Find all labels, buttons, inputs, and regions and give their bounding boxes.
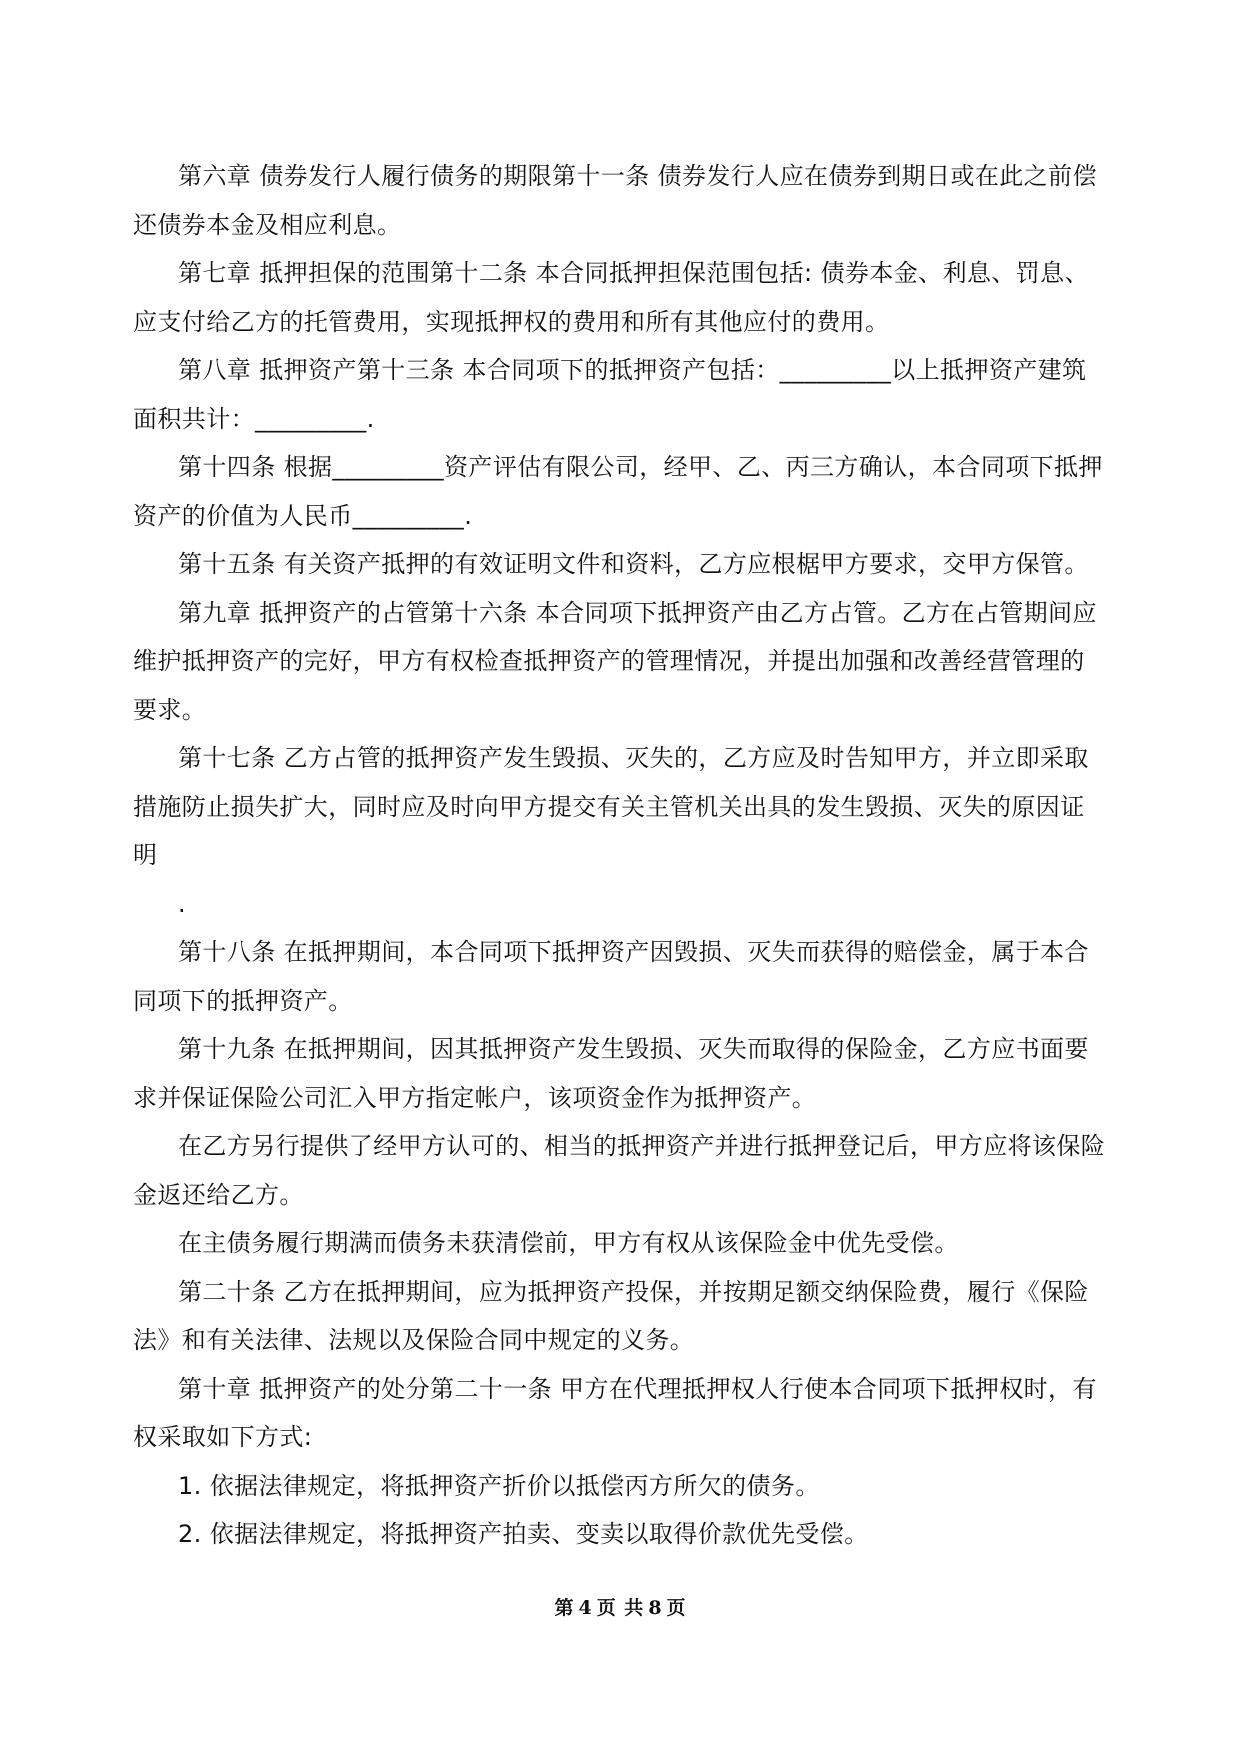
paragraph-period: . bbox=[178, 889, 186, 918]
paragraph-chapter-7: 第七章 抵押担保的范围第十二条 本合同抵押担保范围包括: 债券本金、利息、罚息、应支付给乙方的托管费用，实现抵押权的费用和所有其他应付的费用。 bbox=[133, 259, 1089, 336]
paragraph-chapter-10: 第十章 抵押资产的处分第二十一条 甲方在代理抵押权人行使本合同项下抵押权时，有权采取如下方式: bbox=[133, 1374, 1097, 1451]
footer-page-number: 4 bbox=[578, 1597, 593, 1619]
footer-prefix: 第 bbox=[554, 1597, 575, 1619]
paragraph-chapter-8: 第八章 抵押资产第十三条 本合同项下的抵押资产包括：_________以上抵押资产建筑面积共计：_________. bbox=[133, 356, 1087, 433]
page-footer bbox=[0, 1593, 1241, 1620]
paragraph-article-19: 第十九条 在抵押期间，因其抵押资产发生毁损、灭失而取得的保险金，乙方应书面要求并保证保险公司汇入甲方指定帐户，该项资金作为抵押资产。 bbox=[133, 1035, 1089, 1112]
paragraph-article-14: 第十四条 根据_________资产评估有限公司，经甲、乙、丙三方确认，本合同项下抵押资产的价值为人民币_________. bbox=[133, 453, 1103, 530]
footer-suffix: 页 bbox=[666, 1597, 687, 1619]
paragraph-article-15: 第十五条 有关资产抵押的有效证明文件和资料，乙方应根椐甲方要求，交甲方保管。 bbox=[178, 550, 1089, 578]
paragraph-chapter-9: 第九章 抵押资产的占管第十六条 本合同项下抵押资产由乙方占管。乙方在占管期间应维护抵押资产的完好，甲方有权检查抵押资产的管理情况，并提出加强和改善经营管理的要求。 bbox=[133, 598, 1097, 724]
paragraph-insurance-return: 在乙方另行提供了经甲方认可的、相当的抵押资产并进行抵押登记后，甲方应将该保险金返还给乙方。 bbox=[133, 1132, 1106, 1209]
paragraph-article-18: 第十八条 在抵押期间，本合同项下抵押资产因毁损、灭失而获得的赔偿金，属于本合同项下的抵押资产。 bbox=[133, 938, 1089, 1015]
paragraph-article-17: 第十七条 乙方占管的抵押资产发生毁损、灭失的，乙方应及时告知甲方，并立即采取措施防止损失扩大，同时应及时向甲方提交有关主管机关出具的发生毁损、灭失的原因证明 bbox=[133, 744, 1089, 869]
list-item-1: 1. 依据法律规定，将抵押资产折价以抵偿丙方所欠的债务。 bbox=[178, 1471, 820, 1500]
paragraph-priority-payment: 在主债务履行期满而债务未获清偿前，甲方有权从该保险金中优先受偿。 bbox=[178, 1229, 959, 1257]
list-item-2: 2. 依据法律规定，将抵押资产拍卖、变卖以取得价款优先受偿。 bbox=[178, 1520, 869, 1548]
paragraph-article-20: 第二十条 乙方在抵押期间，应为抵押资产投保，并按期足额交纳保险费，履行《保险法》和有关法律、法规以及保险合同中规定的义务。 bbox=[133, 1277, 1089, 1354]
document-body bbox=[133, 152, 1108, 1559]
footer-total-pages: 8 bbox=[648, 1597, 663, 1619]
footer-middle: 页 共 bbox=[596, 1597, 645, 1619]
paragraph-chapter-6: 第六章 债券发行人履行债务的期限第十一条 债券发行人应在债券到期日或在此之前偿还债券本金及相应利息。 bbox=[133, 162, 1097, 239]
